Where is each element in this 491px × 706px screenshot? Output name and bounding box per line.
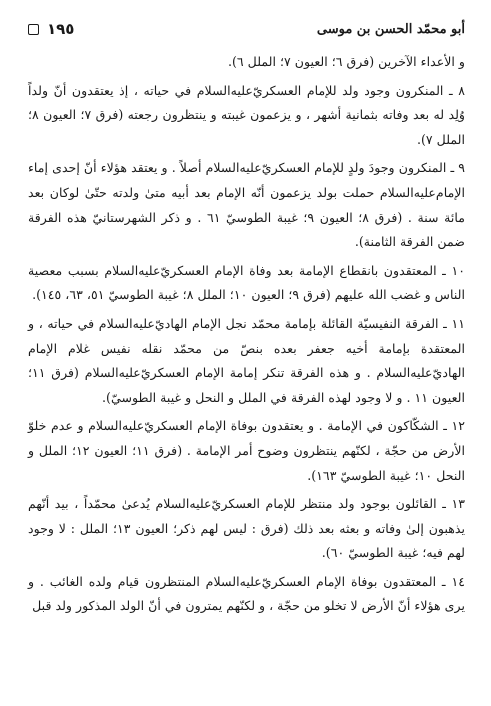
page-number-block — [28, 20, 74, 38]
paragraph-item-9: ٩ ـ المنكرون وجودَ ولدٍ للإمام العسكريّ‌عليه‌السلام أصلاً . و يعتقد هؤلاء أنّ إحدى إماء الإمام‌عليه‌السلام حملت بولد يزعمون أنّه الإمام بعد أبيه متىٰ ولدته حتّىٰ لوكان بعد مائة سنة . (فرق ٨؛ العيون ٩؛ غيبة الطوسيّ ٦١ . و ذكر الشهرستانيّ هذه الفرقة ضمن الفرقة الثامنة). — [28, 160, 465, 250]
page-number: ١٩٥ — [47, 20, 75, 38]
paragraph-item-12: ١٢ ـ الشكّاكون في الإمامة . و يعتقدون بوفاة الإمام العسكريّ‌عليه‌السلام و عدم خلوّ الأرض من حجّة ، لكنّهم ينتظرون وضوح أمر الإمامة . (فرق ١١؛ العيون ١٢؛ الملل و النحل ١٠؛ غيبة الطوسيّ ١٦٣). — [28, 418, 466, 483]
paragraph-item-11: ١١ ـ الفرقة النفيسيّة القائلة بإمامة محمّد نجل الإمام الهاديّ‌عليه‌السلام في حياته ، و المعتقدة بإمامة أخيه جعفر بعده بنصّ من محمّد نقله نفيس غلام الإمام الهاديّ‌عليه‌السلام . و هذه الفرقة تنكر إمامة الإمام العسكريّ‌عليه‌السلام (فرق ١١؛ العيون ١١ . و لا وجود لهذه الفرقة في الملل و النحل و غيبة الطوسيّ). — [28, 315, 465, 405]
page-header — [28, 14, 465, 44]
paragraph-continuation: و الأعداء الآخرين (فرق ٦؛ العيون ٧؛ الملل ٦). — [227, 54, 465, 69]
running-title: أبو محمّد الحسن بن موسى — [316, 21, 465, 37]
paragraph-item-13: ١٣ ـ القائلون بوجود ولد منتظر للإمام العسكريّ‌عليه‌السلام يُدعىٰ محمّداً ، بيد أنّهم يذهبون إلىٰ وفاته و بعثه بعد ذلك (فرق : ليس لهم ذكر؛ العيون ١٣؛ الملل : لا وجود لهم فيه؛ غيبة الطوسيّ ٦٠). — [28, 496, 465, 561]
paragraph-item-8: ٨ ـ المنكرون وجود ولد للإمام العسكريّ‌عليه‌السلام في حياته ، إذ يعتقدون أنّ ولداً وُلِد له بعد وفاته بثمانية أشهر ، و يزعمون غيبته و ينتظرون رجعته (فرق ٧؛ العيون ٨؛ الملل ٧). — [28, 82, 465, 147]
paragraph-item-10: ١٠ ـ المعتقدون بانقطاع الإمامة بعد وفاة الإمام العسكريّ‌عليه‌السلام بسبب معصية الناس و غضب الله عليهم (فرق ٩؛ العيون ١٠؛ الملل ٨؛ غيبة الطوسيّ ٥١، ٦٣، ١٤٥). — [28, 262, 465, 303]
square-ornament-icon — [28, 24, 39, 35]
paragraph-item-14: ١٤ ـ المعتقدون بوفاة الإمام العسكريّ‌عليه‌السلام المنتظرون قيام ولده الغائب . و يرى هؤلاء أنّ الأرض لا تخلو من حجّة ، و لكنّهم يمترون في أنّ الولد المذكور ولد قبل — [28, 573, 465, 614]
